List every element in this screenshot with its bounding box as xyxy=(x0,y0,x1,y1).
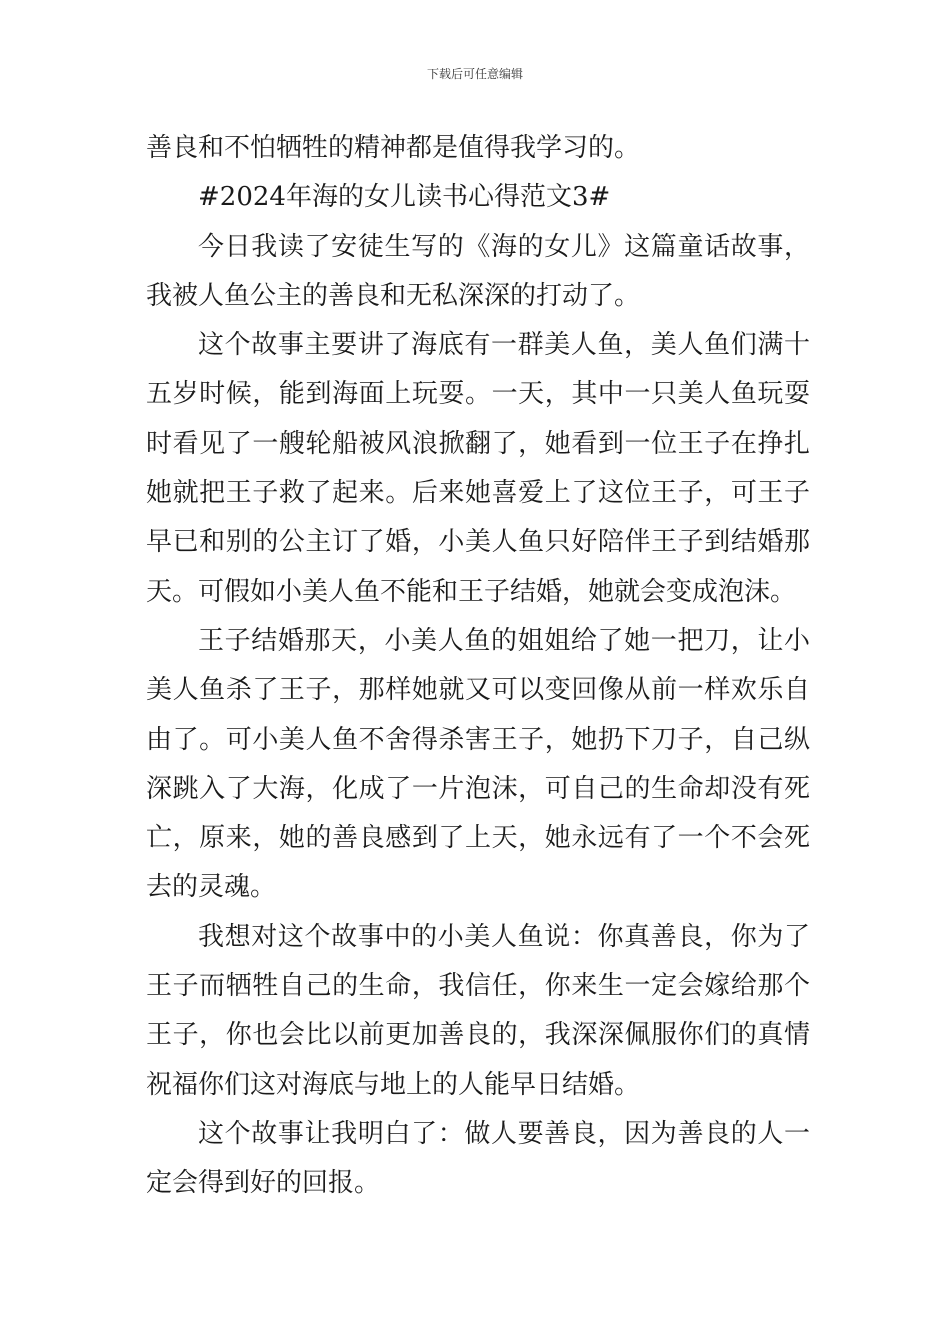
page-header: 下载后可任意编辑 xyxy=(426,67,523,81)
paragraph-continuation: 善良和不怕牺牲的精神都是值得我学习的。 xyxy=(146,133,641,163)
document-body xyxy=(146,124,810,1209)
paragraph-reflection: 我想对这个故事中的小美人鱼说：你真善良，你为了王子而牺牲自己的生命，我信任，你来生一定会嫁给那个王子，你也会比以前更加善良的，我深深佩服你们的真情祝福你们这对海底与地上的人能早日结婚。 xyxy=(146,921,810,1100)
paragraph-story-summary: 这个故事主要讲了海底有一群美人鱼，美人鱼们满十五岁时候，能到海面上玩耍。一天，其中一只美人鱼玩耍时看见了一艘轮船被风浪掀翻了，她看到一位王子在挣扎她就把王子救了起来。后来她喜爱上了这位王子，可王子早已和别的公主订了婚，小美人鱼只好陪伴王子到结婚那天。可假如小美人鱼不能和王子结婚，她就会变成泡沫。 xyxy=(146,330,810,607)
section-heading: #2024年海的女儿读书心得范文3# xyxy=(198,182,611,213)
paragraph-story-ending: 王子结婚那天，小美人鱼的姐姐给了她一把刀，让小美人鱼杀了王子，那样她就又可以变回像从前一样欢乐自由了。可小美人鱼不舍得杀害王子，她扔下刀子，自己纵深跳入了大海，化成了一片泡沫，可自己的生命却没有死亡，原来，她的善良感到了上天，她永远有了一个不会死去的灵魂。 xyxy=(146,625,810,903)
paragraph-intro: 今日我读了安徒生写的《海的女儿》这篇童话故事，我被人鱼公主的善良和无私深深的打动了。 xyxy=(146,231,810,311)
paragraph-conclusion: 这个故事让我明白了：做人要善良，因为善良的人一定会得到好的回报。 xyxy=(146,1118,810,1199)
